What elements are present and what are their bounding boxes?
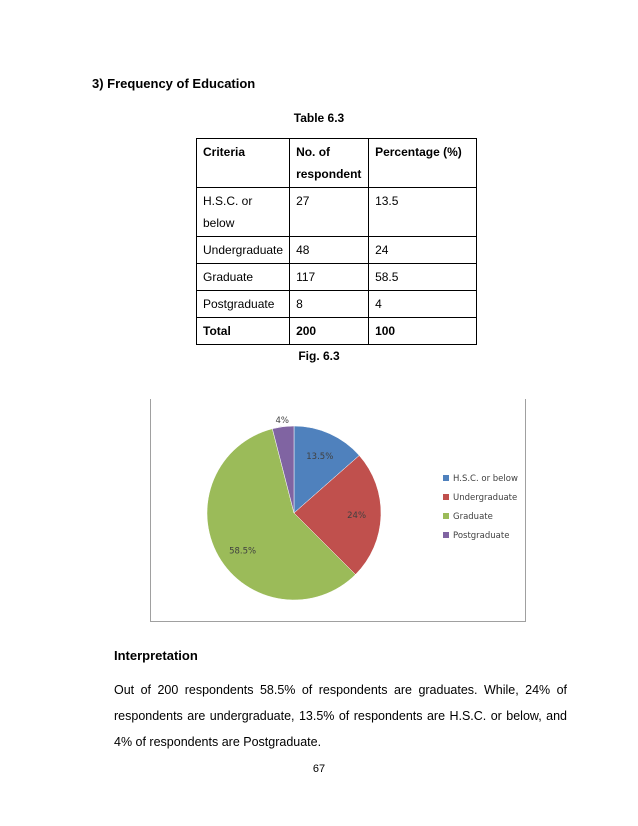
legend-swatch [443, 513, 449, 519]
legend-swatch [443, 532, 449, 538]
cell-respondents: 8 [290, 291, 369, 318]
header-criteria: Criteria [197, 139, 290, 188]
header-respondents: No. of respondent [290, 139, 369, 188]
table-total-row [197, 318, 477, 345]
table-row [197, 264, 477, 291]
table-row [197, 237, 477, 264]
page-number: 67 [312, 763, 326, 775]
legend-swatch [443, 475, 449, 481]
cell-percentage: 58.5 [369, 264, 477, 291]
legend-label: Postgraduate [453, 531, 510, 541]
cell-respondents: 48 [290, 237, 369, 264]
legend-label: Graduate [453, 512, 493, 522]
cell-respondents: 117 [290, 264, 369, 291]
legend-swatch [443, 494, 449, 500]
pie-data-label: 13.5% [306, 451, 334, 462]
cell-respondents: 27 [290, 188, 369, 237]
pie-data-label: 58.5% [229, 546, 257, 557]
cell-criteria: H.S.C. or below [197, 188, 290, 237]
cell-percentage: 4 [369, 291, 477, 318]
cell-criteria: Undergraduate [197, 237, 290, 264]
education-table [196, 138, 477, 345]
total-label: Total [197, 318, 290, 345]
pie-data-label: 24% [347, 510, 367, 521]
pie-chart [151, 399, 525, 621]
interpretation-text: Out of 200 respondents 58.5% of respondents are graduates. While, 24% of respondents are undergraduate, 13.5% of respondents are H.S.C. or below, and 4% of respondents are Postgraduate. [114, 683, 567, 749]
interpretation-title: Interpretation [114, 648, 198, 663]
header-percentage: Percentage (%) [369, 139, 477, 188]
cell-percentage: 13.5 [369, 188, 477, 237]
cell-criteria: Graduate [197, 264, 290, 291]
cell-criteria: Postgraduate [197, 291, 290, 318]
total-percentage: 100 [369, 318, 477, 345]
table-title: Table 6.3 [293, 111, 345, 125]
table-row [197, 188, 477, 237]
table-row [197, 291, 477, 318]
pie-data-label: 4% [275, 415, 289, 426]
legend-label: Undergraduate [453, 493, 518, 503]
cell-percentage: 24 [369, 237, 477, 264]
figure-title: Fig. 6.3 [298, 349, 340, 363]
table-header-row [197, 139, 477, 188]
chart-frame [150, 399, 526, 622]
section-heading: 3) Frequency of Education [92, 76, 256, 91]
total-respondents: 200 [290, 318, 369, 345]
legend-label: H.S.C. or below [453, 474, 518, 484]
